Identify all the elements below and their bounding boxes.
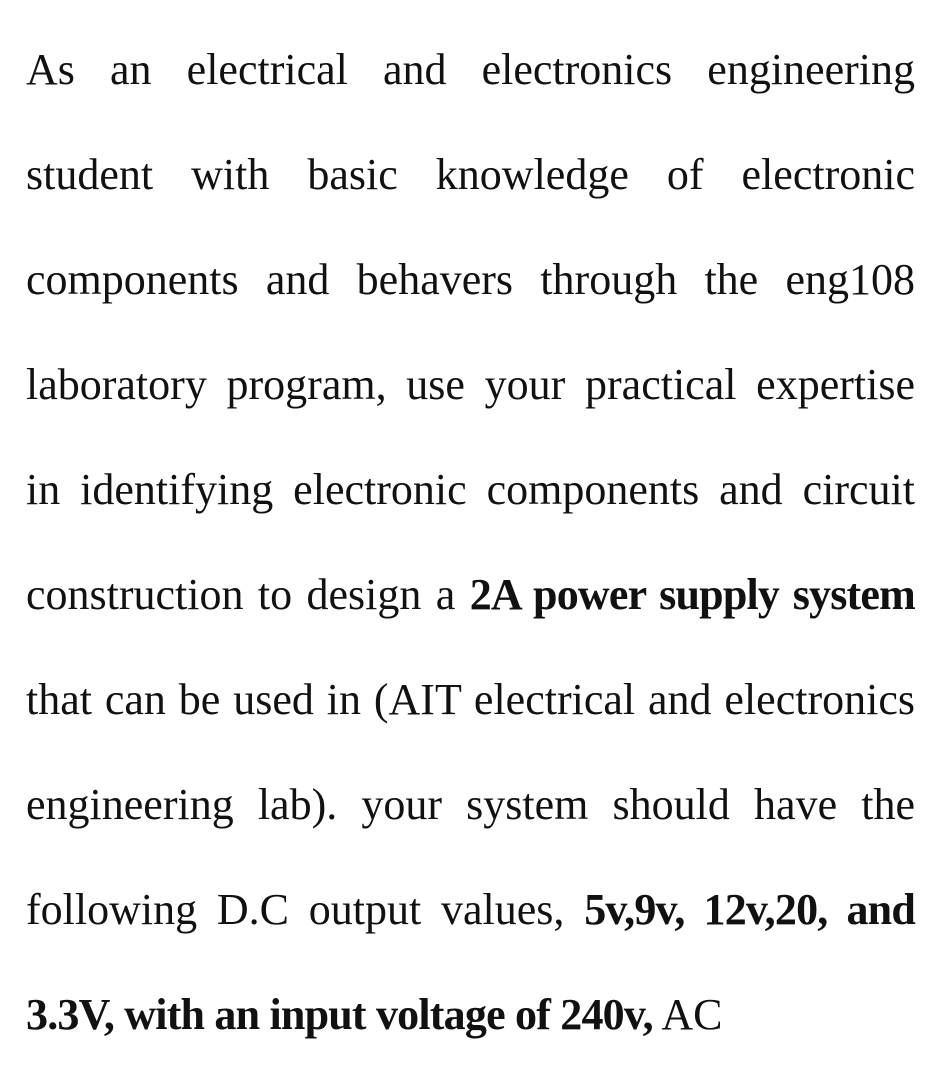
- text-line-9: [26, 857, 915, 962]
- line-8-text: engineering lab). your system should have the: [26, 780, 915, 829]
- text-line-3: [26, 227, 915, 332]
- text-line-1: [26, 17, 915, 122]
- line-2-text: student with basic knowledge of electronic: [26, 150, 915, 199]
- text-line-10: [26, 962, 915, 1067]
- input-voltage-bold: 3.3V, with an input voltage of 240v,: [26, 990, 653, 1039]
- text-line-4: [26, 332, 915, 437]
- line-5-text: in identifying electronic components and circuit: [26, 465, 915, 514]
- text-line-8: [26, 752, 915, 857]
- text-line-2: [26, 122, 915, 227]
- output-voltages-bold: 5v,9v, 12v,20, and: [584, 885, 915, 934]
- text-line-7: [26, 647, 915, 752]
- line-9-text: following D.C output values,: [26, 885, 585, 934]
- problem-statement: [26, 17, 915, 1067]
- power-supply-spec-bold: 2A power supply system: [469, 570, 915, 619]
- line-1-text: As an electrical and electronics engineering: [26, 45, 915, 94]
- text-line-6: [26, 542, 915, 647]
- line-6-text: construction to design a: [26, 570, 470, 619]
- text-line-5: [26, 437, 915, 542]
- line-3-text: components and behavers through the eng108: [26, 255, 915, 304]
- line-7-text: that can be used in (AIT electrical and electronics: [26, 675, 915, 724]
- line-10-tail-text: AC: [652, 990, 723, 1039]
- line-4-text: laboratory program, use your practical expertise: [26, 360, 915, 409]
